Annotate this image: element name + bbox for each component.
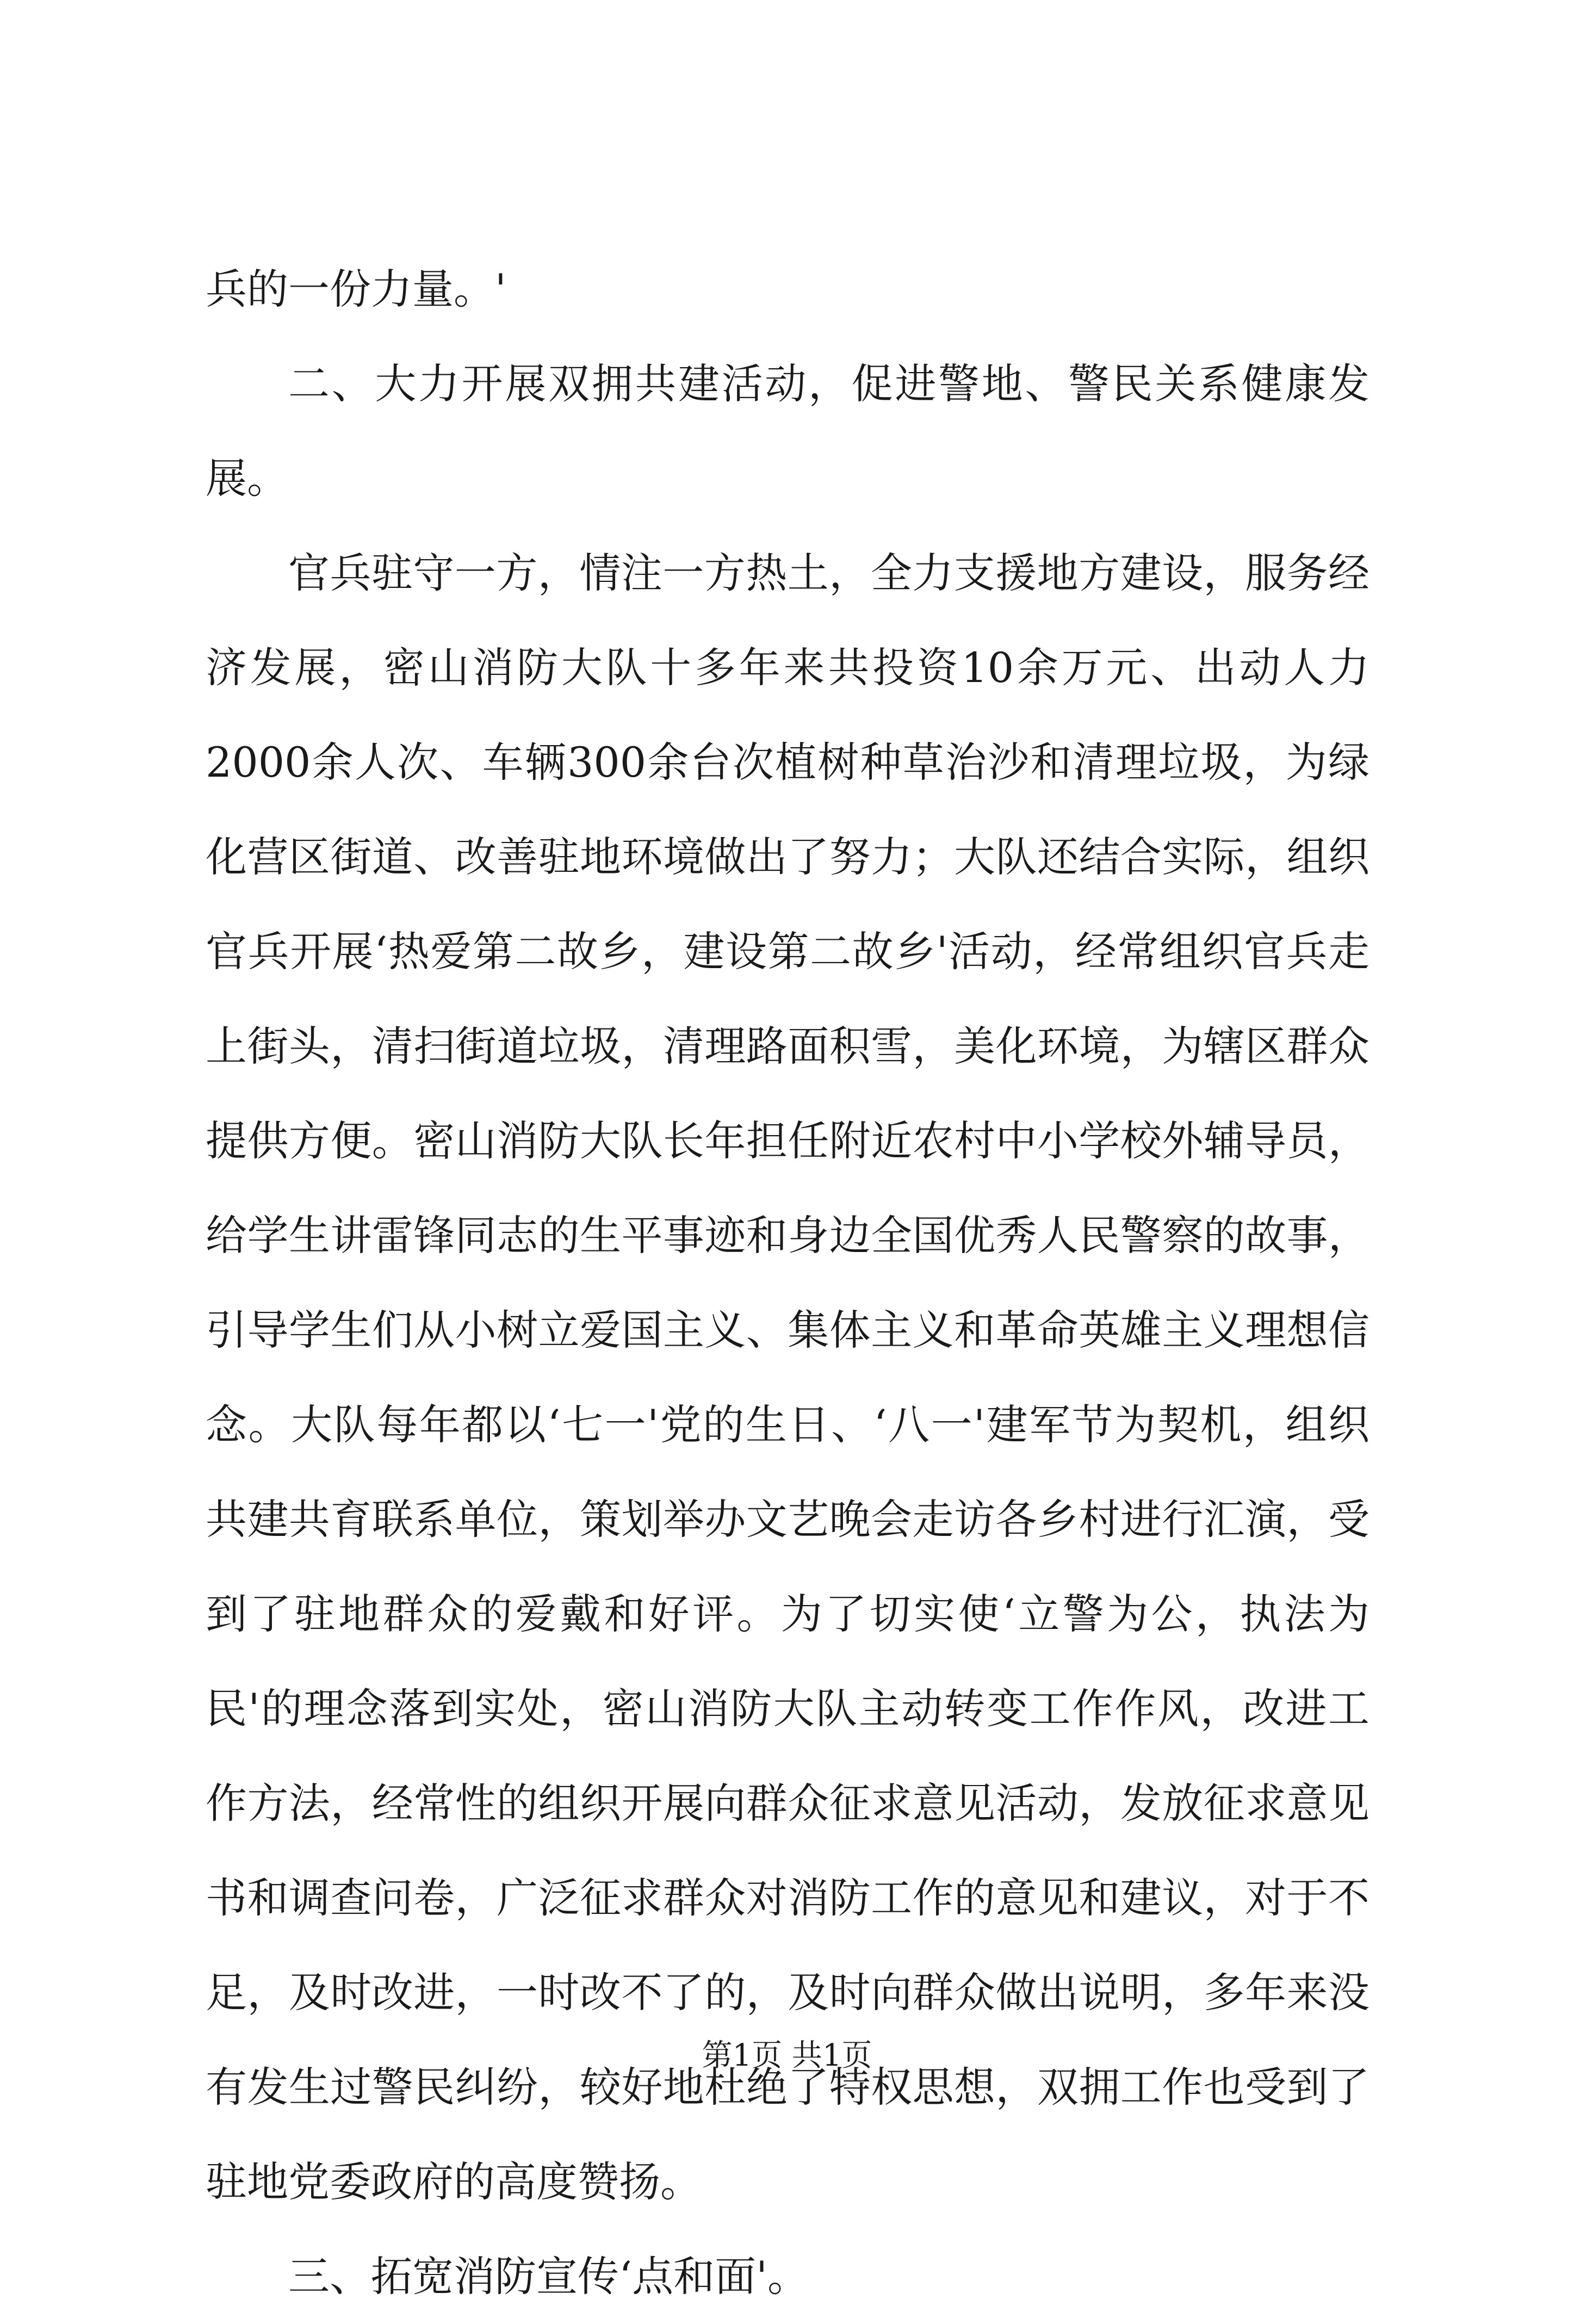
section-heading-3: 三、拓宽消防宣传‘点和面'。 [288,2252,809,2301]
section-heading-2: 二、大力开展双拥共建活动，促进警地、警民关系健康发展。 [206,360,1369,503]
paragraph-continuation: 兵的一份力量。' [206,265,506,313]
paragraph-body: 官兵驻守一方，情注一方热土，全力支援地方建设，服务经济发展，密山消防大队十多年来共投资10余万元、出动人力2000余人次、车辆300余台次植树种草治沙和清理垃圾，为绿化营区街道、改善驻地环境做出了努力；大队还结合实际，组织官兵开展‘热爱第二故乡，建设第二故乡'活动，经常组织官兵走上街头，清扫街道垃圾，清理路面积雪，美化环境，为辖区群众提供方便。密山消防大队长年担任附近农村中小学校外辅导员，给学生讲雷锋同志的生平事迹和身边全国优秀人民警察的故事，引导学生们从小树立爱国主义、集体主义和革命英雄主义理想信念。大队每年都以‘七一'党的生日、‘八一'建军节为契机，组织共建共育联系单位，策划举办文艺晚会走访各乡村进行汇演，受到了驻地群众的爱戴和好评。为了切实使‘立警为公，执法为民'的理念落到实处，密山消防大队主动转变工作作风，改进工作方法，经常性的组织开展向群众征求意见活动，发放征求意见书和调查问卷，广泛征求群众对消防工作的意见和建议，对于不足，及时改进，一时改不了的，及时向群众做出说明，多年来没有发生过警民纠纷，较好地杜绝了特权思想，双拥工作也受到了驻地党委政府的高度赞扬。 [206,549,1369,2206]
document-body [206,242,1369,2324]
page-footer: 第1页 共1页 [702,2038,872,2073]
